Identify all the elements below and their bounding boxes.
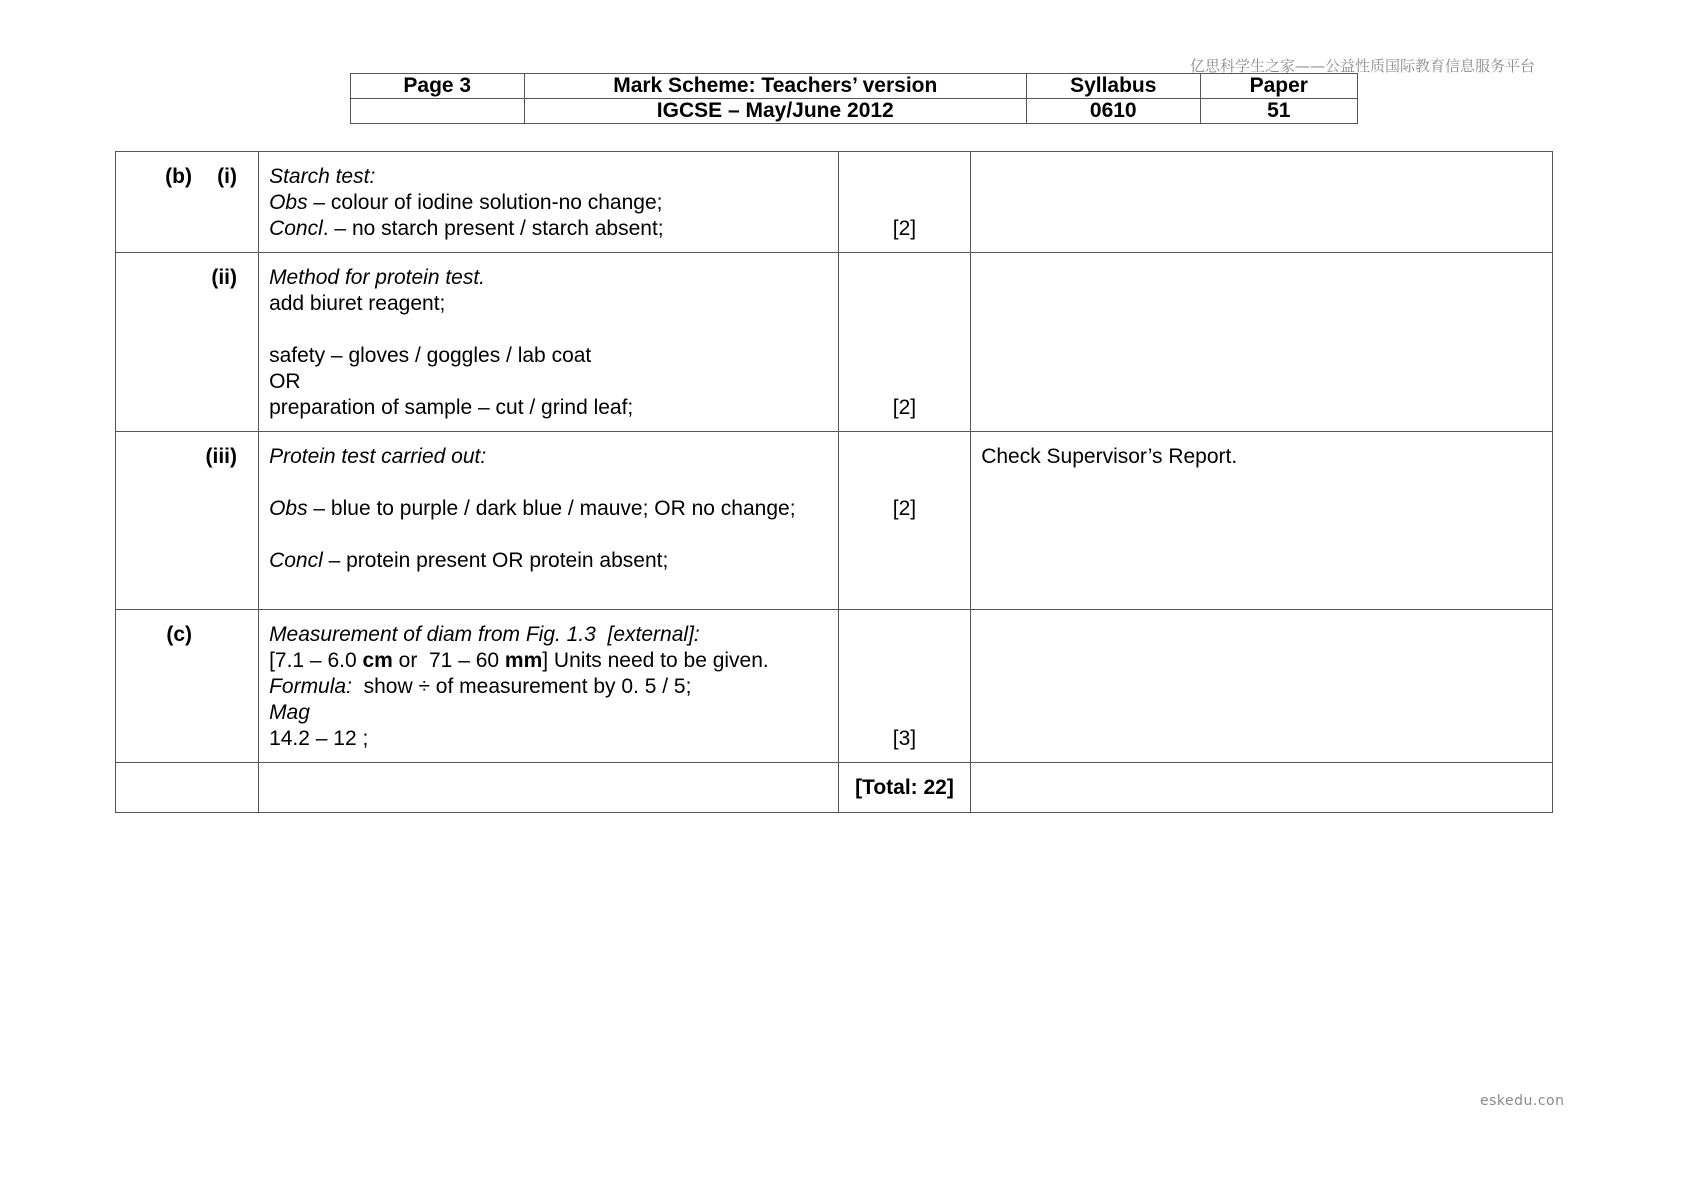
answer-label: Formula:: [269, 675, 352, 698]
question-number: [116, 432, 259, 610]
answer-line: [269, 548, 828, 574]
question-subpart: (ii): [211, 266, 237, 289]
spacer: [269, 470, 828, 496]
guidance-cell: [971, 432, 1553, 610]
answer-line: Mag: [269, 701, 310, 724]
mark-cell: [838, 610, 970, 763]
header-row-1: [351, 74, 1358, 99]
answer-line: preparation of sample – cut / grind leaf;: [269, 396, 634, 419]
guidance-text: Check Supervisor’s Report.: [981, 445, 1238, 468]
header-paper-value: 51: [1200, 99, 1357, 124]
answer-text: – protein present OR protein absent;: [322, 549, 669, 572]
question-subpart: (i): [217, 165, 237, 188]
question-number: [116, 610, 259, 763]
mark-value: [3]: [892, 727, 917, 750]
unit-cm: cm: [362, 649, 393, 672]
mark-cell: [838, 152, 970, 253]
answer-text: ] Units need to be given.: [542, 649, 769, 672]
guidance-cell: [971, 152, 1553, 253]
question-part: (b): [165, 165, 192, 188]
answer-cell: [259, 432, 839, 610]
answer-line: Starch test:: [269, 165, 376, 188]
answer-line: 14.2 – 12 ;: [269, 727, 369, 750]
answer-label: Concl: [269, 549, 323, 572]
answer-text: show ÷ of measurement by 0. 5 / 5;: [351, 675, 692, 698]
answer-line: Measurement of diam from Fig. 1.3 [external]:: [269, 623, 700, 646]
mark-cell: [838, 432, 970, 610]
table-row-total: [116, 763, 1553, 813]
mark-value: [2]: [892, 396, 917, 419]
mark-value: [2]: [892, 217, 917, 240]
answer-text: . – no starch present / starch absent;: [322, 217, 664, 240]
answer-line: [269, 674, 828, 700]
answer-line: add biuret reagent;: [269, 292, 446, 315]
answer-text: – blue to purple / dark blue / mauve; OR no change;: [307, 497, 796, 520]
header-row-2: [351, 99, 1358, 124]
question-number: [116, 253, 259, 432]
header-paper-label: Paper: [1200, 74, 1357, 99]
header-page: Page 3: [351, 74, 525, 99]
guidance-cell: [971, 610, 1553, 763]
header-exam: IGCSE – May/June 2012: [524, 99, 1026, 124]
table-row-b-iii: [116, 432, 1553, 610]
empty-cell: [259, 763, 839, 813]
answer-text: or 71 – 60: [392, 649, 505, 672]
mark-cell: [838, 253, 970, 432]
answer-line: [269, 496, 828, 522]
mark-scheme-table: [115, 151, 1553, 813]
header-syllabus-label: Syllabus: [1027, 74, 1201, 99]
answer-line: OR: [269, 370, 301, 393]
watermark-top: 亿思科学生之家——公益性质国际教育信息服务平台: [1190, 57, 1536, 75]
question-number: [116, 152, 259, 253]
answer-text: – colour of iodine solution-no change;: [307, 191, 663, 214]
answer-label: Obs: [269, 497, 308, 520]
watermark-bottom: eskedu.con: [1480, 1093, 1565, 1109]
answer-cell: [259, 152, 839, 253]
answer-label: Obs: [269, 191, 308, 214]
empty-cell: [971, 763, 1553, 813]
answer-line: Method for protein test.: [269, 266, 486, 289]
total-marks: [Total: 22]: [838, 763, 970, 813]
question-subpart: (iii): [205, 445, 237, 468]
empty-cell: [116, 763, 259, 813]
table-row-c: [116, 610, 1553, 763]
unit-mm: mm: [504, 649, 543, 672]
guidance-cell: [971, 253, 1553, 432]
table-row-b-i: [116, 152, 1553, 253]
answer-text: [7.1 – 6.0: [269, 649, 363, 672]
answer-line: [269, 648, 828, 674]
answer-cell: [259, 253, 839, 432]
answer-line: [269, 190, 828, 216]
answer-cell: [259, 610, 839, 763]
table-row-b-ii: [116, 253, 1553, 432]
header-empty: [351, 99, 525, 124]
header-table: [350, 73, 1358, 124]
answer-label: Concl: [269, 217, 323, 240]
answer-line: [269, 216, 828, 242]
spacer: [269, 317, 828, 343]
mark-value: [2]: [892, 497, 917, 520]
header-title: Mark Scheme: Teachers’ version: [524, 74, 1026, 99]
header-syllabus-value: 0610: [1027, 99, 1201, 124]
answer-line: safety – gloves / goggles / lab coat: [269, 344, 592, 367]
question-part: (c): [166, 623, 192, 646]
answer-line: Protein test carried out:: [269, 445, 487, 468]
spacer: [269, 522, 828, 548]
